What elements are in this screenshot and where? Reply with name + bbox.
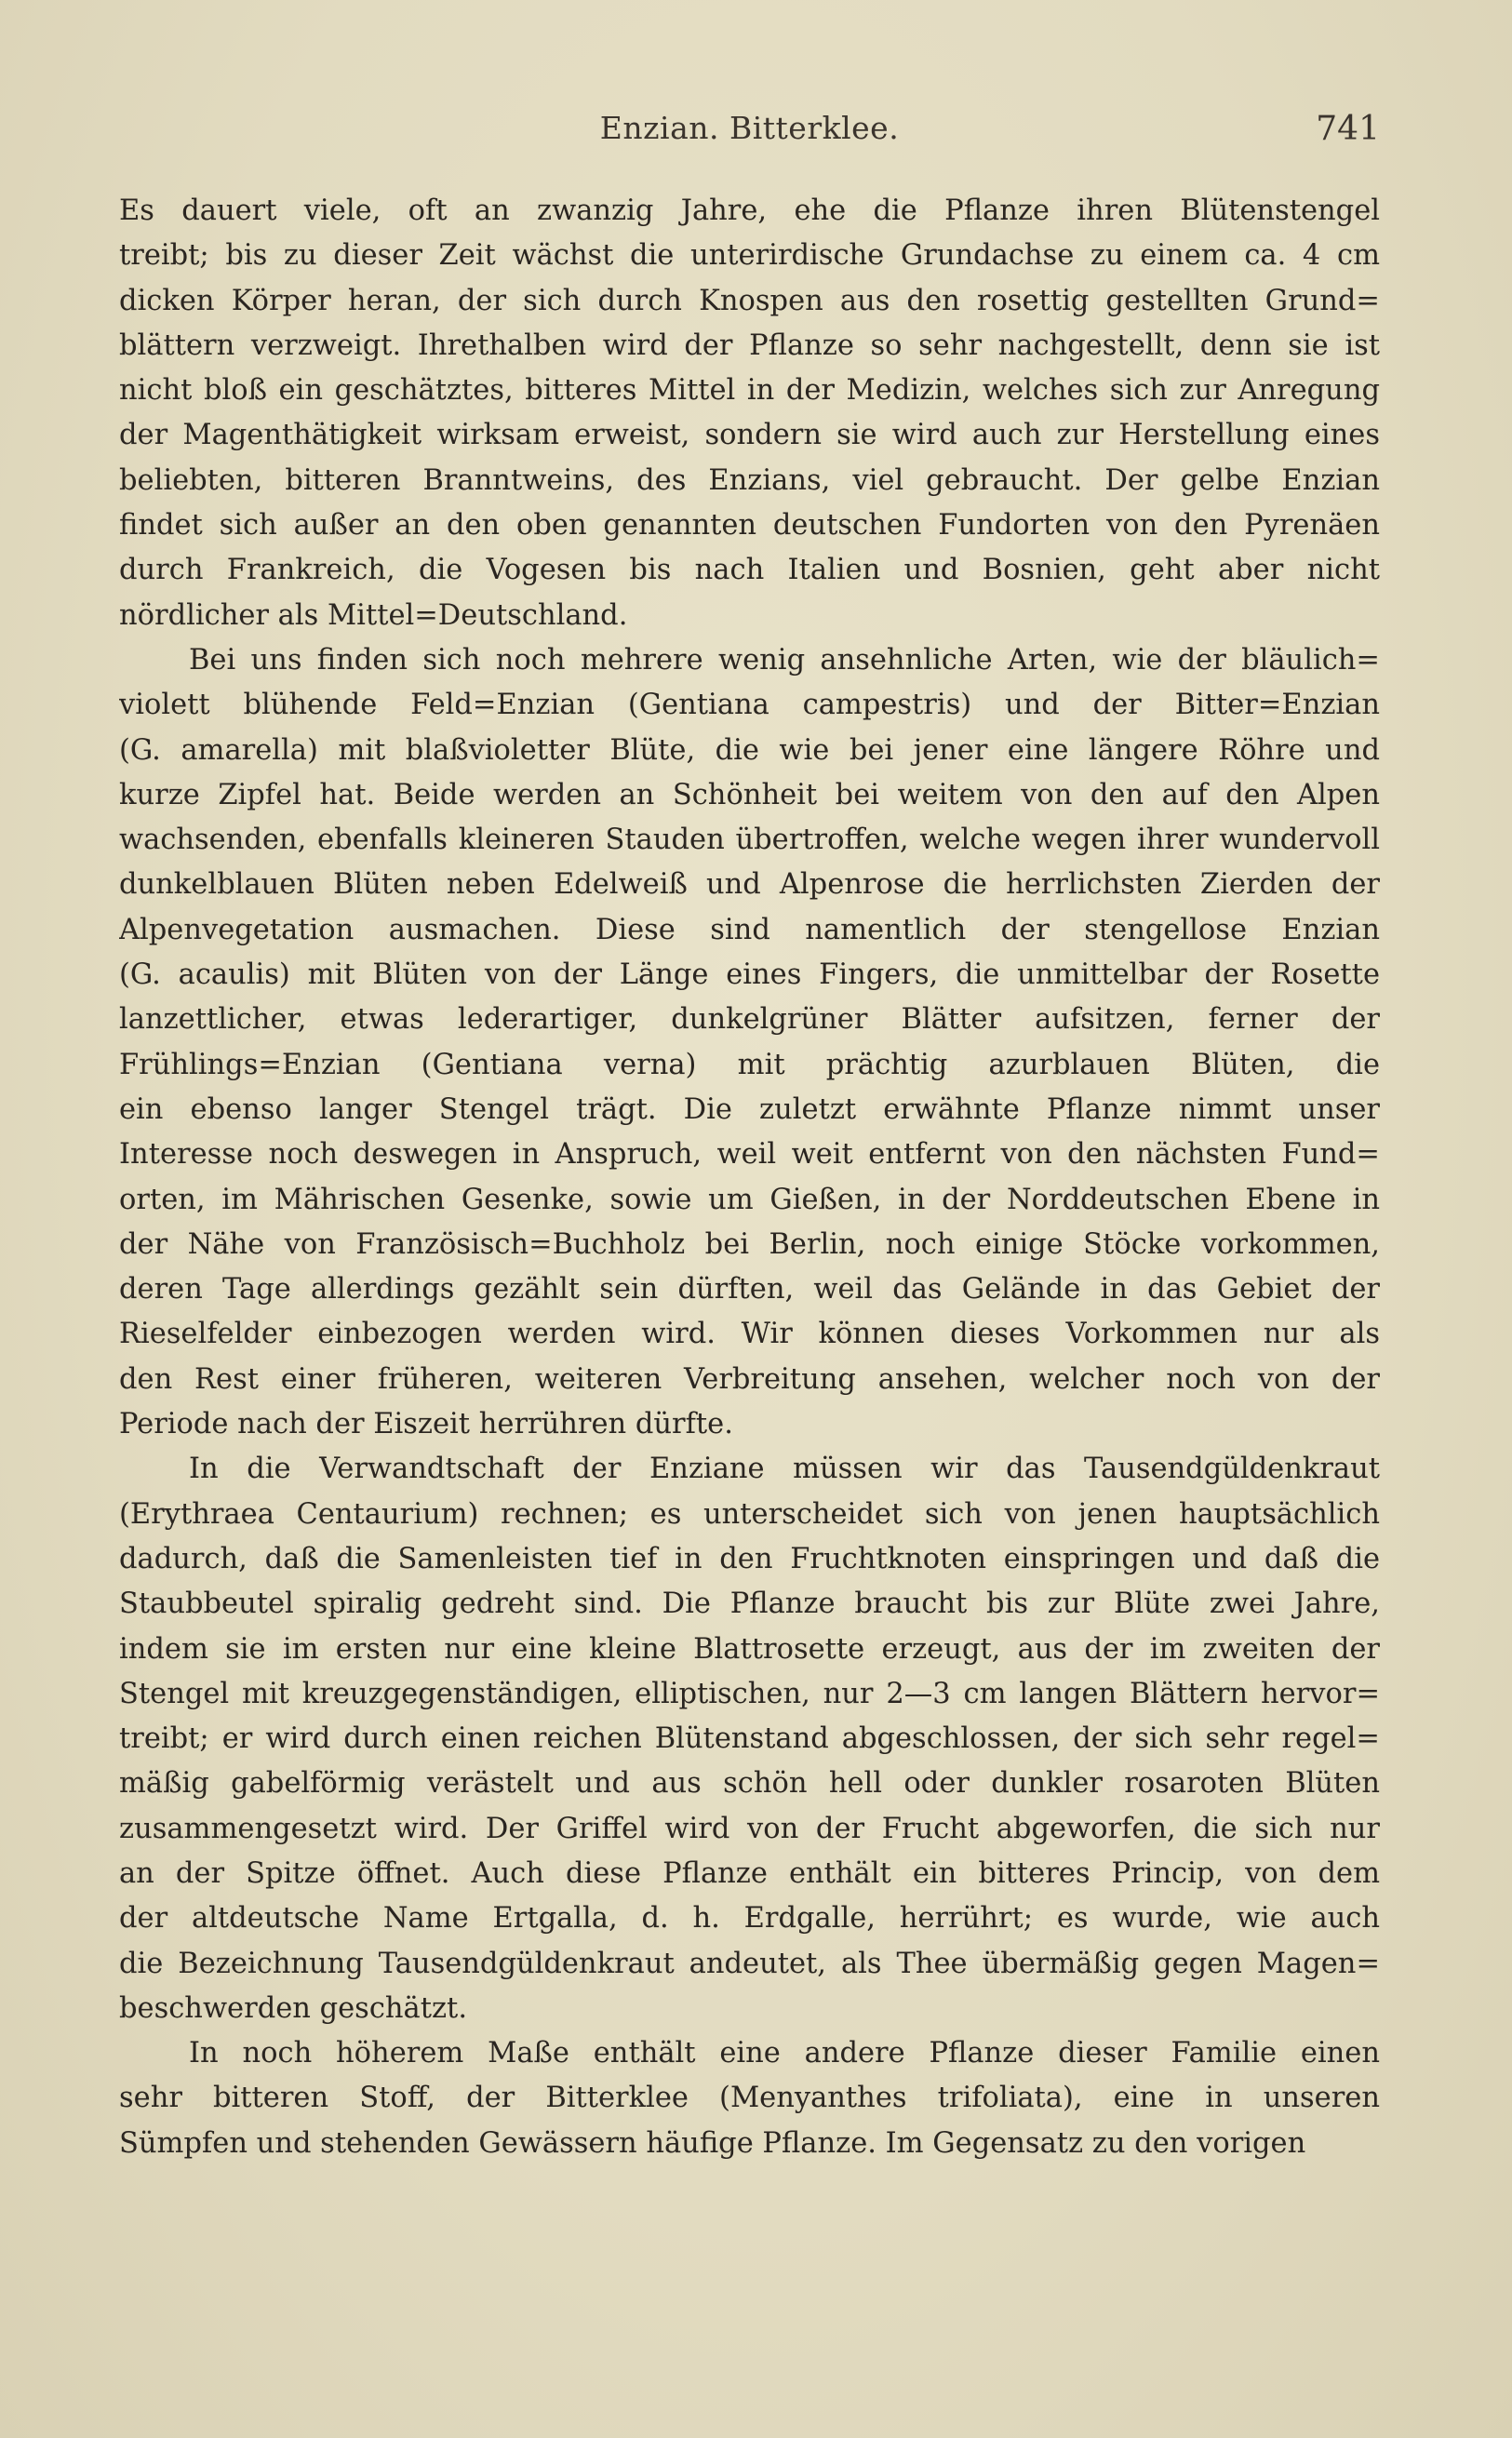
text-line: mäßig gabelförmig verästelt und aus schön hell oder dunkler rosaroten Blüten <box>119 1767 1380 1801</box>
text-line: blättern verzweigt. Ihrethalben wird der Pflanze so sehr nachgestellt, denn sie ist <box>119 328 1380 362</box>
text-line: dicken Körper heran, der sich durch Knospen aus den rosettig gestellten Grund= <box>119 284 1380 317</box>
text-line: findet sich außer an den oben genannten deutschen Fundorten von den Pyrenäen <box>119 509 1380 543</box>
text-line: Staubbeutel spiralig gedreht sind. Die Pflanze braucht bis zur Blüte zwei Jahre, <box>119 1587 1380 1621</box>
text-line: lanzettlicher, etwas lederartiger, dunkelgrüner Blätter aufsitzen, ferner der <box>119 1003 1380 1037</box>
text-line: dadurch, daß die Samenleisten tief in den Fruchtknoten einspringen und daß die <box>119 1542 1380 1575</box>
paragraph <box>119 638 1380 1447</box>
text-line: In die Verwandtschaft der Enziane müssen wir das Tausendgüldenkraut <box>189 1453 1380 1486</box>
text-line: ein ebenso langer Stengel trägt. Die zuletzt erwähnte Pflanze nimmt unser <box>119 1092 1380 1126</box>
text-line: treibt; bis zu dieser Zeit wächst die unterirdische Grundachse zu einem ca. 4 cm <box>119 239 1380 273</box>
text-line: (G. acaulis) mit Blüten von der Länge eines Fingers, die unmittelbar der Rosette <box>119 958 1380 992</box>
text-line: der altdeutsche Name Ertgalla, d. h. Erdgalle, herrührt; es wurde, wie auch <box>119 1902 1380 1936</box>
text-line: durch Frankreich, die Vogesen bis nach Italien und Bosnien, geht aber nicht <box>119 554 1380 587</box>
paragraph <box>119 1447 1380 2031</box>
text-line: Sümpfen und stehenden Gewässern häufige Pflanze. Im Gegensatz zu den vorigen <box>119 2126 1306 2160</box>
text-line: deren Tage allerdings gezählt sein dürften, weil das Gelände in das Gebiet der <box>119 1273 1380 1306</box>
text-line: indem sie im ersten nur eine kleine Blattrosette erzeugt, aus der im zweiten der <box>119 1632 1380 1666</box>
text-line: violett blühende Feld=Enzian (Gentiana campestris) und der Bitter=Enzian <box>119 689 1380 722</box>
text-line: dunkelblauen Blüten neben Edelweiß und Alpenrose die herrlichsten Zierden der <box>119 868 1380 902</box>
text-line: Rieselfelder einbezogen werden wird. Wir können dieses Vorkommen nur als <box>119 1318 1380 1351</box>
text-line: nicht bloß ein geschätztes, bitteres Mittel in der Medizin, welches sich zur Anregung <box>119 374 1380 408</box>
text-line: Frühlings=Enzian (Gentiana verna) mit prächtig azurblauen Blüten, die <box>119 1048 1380 1081</box>
text-line: nördlicher als Mittel=Deutschland. <box>119 598 628 632</box>
text-line: (Erythraea Centaurium) rechnen; es unterscheidet sich von jenen hauptsächlich <box>119 1497 1380 1531</box>
text-line: beschwerden geschätzt. <box>119 1991 468 2025</box>
text-line: Es dauert viele, oft an zwanzig Jahre, ehe die Pflanze ihren Blütenstengel <box>119 194 1380 227</box>
text-line: die Bezeichnung Tausendgüldenkraut andeutet, als Thee übermäßig gegen Magen= <box>119 1947 1380 1980</box>
text-line: Stengel mit kreuzgegenständigen, elliptischen, nur 2—3 cm langen Blättern hervor= <box>119 1677 1380 1710</box>
text-line: beliebten, bitteren Branntweins, des Enzians, viel gebraucht. Der gelbe Enzian <box>119 463 1380 497</box>
text-line: wachsenden, ebenfalls kleineren Stauden übertroffen, welche wegen ihrer wundervoll <box>119 824 1380 857</box>
text-line: (G. amarella) mit blaßvioletter Blüte, die wie bei jener eine längere Röhre und <box>119 733 1380 767</box>
body-text <box>119 189 1380 2166</box>
text-line: kurze Zipfel hat. Beide werden an Schönheit bei weitem von den auf den Alpen <box>119 778 1380 811</box>
text-line: an der Spitze öffnet. Auch diese Pflanze enthält ein bitteres Princip, von dem <box>119 1856 1380 1890</box>
paragraph <box>119 2031 1380 2166</box>
text-line: Periode nach der Eiszeit herrühren dürfte. <box>119 1408 733 1441</box>
page-header <box>119 110 1380 156</box>
text-line: Interesse noch deswegen in Anspruch, weil weit entfernt von den nächsten Fund= <box>119 1138 1380 1172</box>
text-line: Alpenvegetation ausmachen. Diese sind namentlich der stengellose Enzian <box>119 913 1380 946</box>
text-line: der Nähe von Französisch=Buchholz bei Berlin, noch einige Stöcke vorkommen, <box>119 1227 1380 1261</box>
running-title: Enzian. Bitterklee. <box>599 110 900 146</box>
text-line: treibt; er wird durch einen reichen Blütenstand abgeschlossen, der sich sehr regel= <box>119 1722 1380 1756</box>
text-line: den Rest einer früheren, weiteren Verbreitung ansehen, welcher noch von der <box>119 1362 1380 1396</box>
text-line: sehr bitteren Stoff, der Bitterklee (Menyanthes trifoliata), eine in unseren <box>119 2082 1380 2115</box>
text-line: der Magenthätigkeit wirksam erweist, sondern sie wird auch zur Herstellung eines <box>119 419 1380 452</box>
text-line: Bei uns finden sich noch mehrere wenig ansehnliche Arten, wie der bläulich= <box>189 643 1380 676</box>
text-line: In noch höherem Maße enthält eine andere Pflanze dieser Familie einen <box>189 2037 1380 2070</box>
paragraph <box>119 189 1380 638</box>
page-number: 741 <box>1316 110 1380 148</box>
text-line: zusammengesetzt wird. Der Griffel wird von der Frucht abgeworfen, die sich nur <box>119 1812 1380 1845</box>
text-line: orten, im Mährischen Gesenke, sowie um Gießen, in der Norddeutschen Ebene in <box>119 1183 1380 1216</box>
